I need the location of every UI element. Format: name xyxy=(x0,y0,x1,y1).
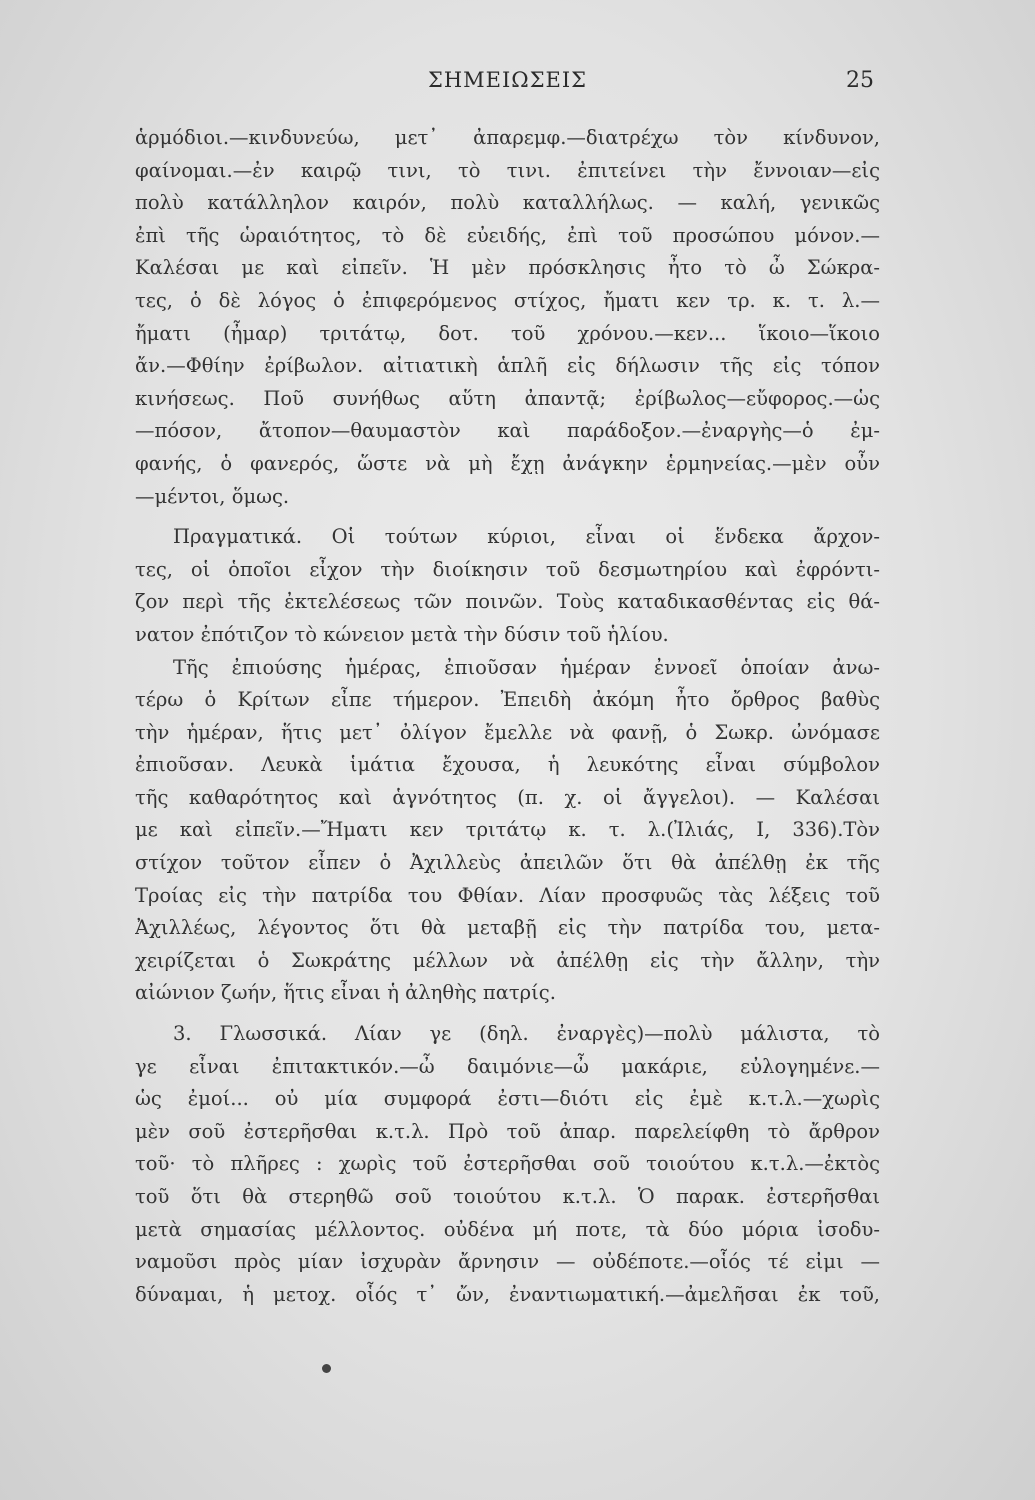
text-line: ἁρμόδιοι.—κινδυνεύω, μετ᾽ ἀπαρεμφ.—διατρέχω τὸν κίνδυνον, xyxy=(135,126,880,149)
text-line: τὴν ἡμέραν, ἥτις μετ᾽ ὀλίγον ἔμελλε νὰ φανῇ, ὁ Σωκρ. ὠνόμασε xyxy=(135,720,880,744)
page-number: 25 xyxy=(846,68,874,93)
text-line: τες, ὁ δὲ λόγος ὁ ἐπιφερόμενος στίχος, ἤματι κεν τρ. κ. τ. λ.— xyxy=(135,288,880,312)
text-line: με καὶ εἰπεῖν.—Ἤματι κεν τριτάτῳ κ. τ. λ.(Ἰλιάς, Ι, 336).Τὸν xyxy=(135,818,880,842)
text-line: μετὰ σημασίας μέλλοντος. οὐδένα μή ποτε, τὰ δύο μόρια ἰσοδυ- xyxy=(135,1217,880,1241)
text-line: Καλέσαι με καὶ εἰπεῖν. Ἡ μὲν πρόσκλησις ἦτο τὸ ὦ Σώκρα- xyxy=(135,256,880,280)
text-line: ἄν.—Φθίην ἐρίβωλον. αἰτιατικὴ ἁπλῆ εἰς δήλωσιν τῆς εἰς τόπον xyxy=(135,354,880,378)
text-line: φανής, ὁ φανερός, ὥστε νὰ μὴ ἔχῃ ἀνάγκην ἑρμηνείας.—μὲν οὖν xyxy=(135,451,880,475)
text-line: αἰώνιον ζωήν, ἥτις εἶναι ἡ ἀληθὴς πατρίς. xyxy=(135,981,556,1005)
paragraph-glossika xyxy=(135,1018,880,1311)
text-line: ναμοῦσι πρὸς μίαν ἰσχυρὰν ἄρνησιν — οὐδέποτε.—οἷός τέ εἰμι — xyxy=(135,1250,880,1274)
text-line: μὲν σοῦ ἐστερῆσθαι κ.τ.λ. Πρὸ τοῦ ἀπαρ. παρελείφθη τὸ ἄρθρον xyxy=(135,1119,880,1143)
paragraph-pragmatika xyxy=(135,521,880,651)
text-line: στίχον τοῦτον εἶπεν ὁ Ἀχιλλεὺς ἀπειλῶν ὅτι θὰ ἀπέλθῃ ἐκ τῆς xyxy=(135,851,880,875)
text-line: τοῦ· τὸ πλῆρες : χωρὶς τοῦ ἐστερῆσθαι σοῦ τοιούτου κ.τ.λ.—ἐκτὸς xyxy=(135,1152,880,1176)
text-line: Πραγματικά. Οἱ τούτων κύριοι, εἶναι οἱ ἕνδεκα ἄρχον- xyxy=(173,525,880,549)
text-body xyxy=(135,122,880,1311)
text-line: χειρίζεται ὁ Σωκράτης μέλλων νὰ ἀπέλθῃ εἰς τὴν ἄλλην, τὴν xyxy=(135,948,880,972)
text-line: τῆς καθαρότητος καὶ ἁγνότητος (π. χ. οἱ ἄγγελοι). — Καλέσαι xyxy=(135,785,880,809)
text-line: φαίνομαι.—ἐν καιρῷ τινι, τὸ τινι. ἐπιτείνει τὴν ἔννοιαν—εἰς xyxy=(135,158,880,182)
text-line: πολὺ κατάλληλον καιρόν, πολὺ καταλλήλως. — καλή, γενικῶς xyxy=(135,191,880,215)
text-line: ζον περὶ τῆς ἐκτελέσεως τῶν ποινῶν. Τοὺς καταδικασθέντας εἰς θά- xyxy=(135,590,880,614)
text-line: Τῆς ἐπιούσης ἡμέρας, ἐπιοῦσαν ἡμέραν ἐννοεῖ ὁποίαν ἀνω- xyxy=(173,655,880,679)
text-line: —πόσον, ἄτοπον—θαυμαστὸν καὶ παράδοξον.—ἐναργὴς—ὁ ἐμ- xyxy=(135,419,880,443)
text-line: ἐπιοῦσαν. Λευκὰ ἱμάτια ἔχουσα, ἡ λευκότης εἶναι σύμβολον xyxy=(135,753,880,777)
text-line: τες, οἱ ὁποῖοι εἶχον τὴν διοίκησιν τοῦ δεσμωτηρίου καὶ ἐφρόντι- xyxy=(135,557,880,581)
text-line: Ἀχιλλέως, λέγοντος ὅτι θὰ μεταβῇ εἰς τὴν πατρίδα του, μετα- xyxy=(135,916,880,940)
text-line: 3. Γλωσσικά. Λίαν γε (δηλ. ἐναργὲς)—πολὺ μάλιστα, τὸ xyxy=(173,1022,880,1046)
page-header xyxy=(0,68,1035,102)
paragraph-gap xyxy=(135,1010,880,1018)
text-line: —μέντοι, ὅμως. xyxy=(135,484,290,508)
text-line: τέρω ὁ Κρίτων εἶπε τήμερον. Ἐπειδὴ ἀκόμη ἦτο ὄρθρος βαθὺς xyxy=(135,688,880,712)
text-line: κινήσεως. Ποῦ συνήθως αὕτη ἀπαντᾷ; ἐρίβωλος—εὔφορος.—ὡς xyxy=(135,386,880,410)
text-line: τοῦ ὅτι θὰ στερηθῶ σοῦ τοιούτου κ.τ.λ. Ὁ παρακ. ἐστερῆσθαι xyxy=(135,1185,880,1208)
text-line: νατον ἐπότιζον τὸ κώνειον μετὰ τὴν δύσιν τοῦ ἡλίου. xyxy=(135,622,669,646)
text-line: δύναμαι, ἡ μετοχ. οἷός τ᾽ ὤν, ἐναντιωματική.—ἀμελῆσαι ἐκ τοῦ, xyxy=(135,1282,880,1306)
ink-dot xyxy=(322,1364,331,1373)
text-line: ἐπὶ τῆς ὡραιότητος, τὸ δὲ εὐειδής, ἐπὶ τοῦ προσώπου μόνον.— xyxy=(135,223,880,247)
running-head: ΣΗΜΕΙΩΣΕΙΣ xyxy=(428,68,588,92)
text-line: ὡς ἐμοί... οὐ μία συμφορά ἐστι—διότι εἰς ἐμὲ κ.τ.λ.—χωρὶς xyxy=(135,1087,880,1111)
paragraph-notes xyxy=(135,122,880,513)
text-line: ἤματι (ἦμαρ) τριτάτῳ, δοτ. τοῦ χρόνου.—κεν... ἵκοιο—ἵκοιο xyxy=(135,321,880,345)
text-line: Τροίας εἰς τὴν πατρίδα του Φθίαν. Λίαν προσφυῶς τὰς λέξεις τοῦ xyxy=(135,883,880,907)
paragraph-epiouses xyxy=(135,652,880,1011)
paragraph-gap xyxy=(135,513,880,521)
text-line: γε εἶναι ἐπιτακτικόν.—ὦ δαιμόνιε—ὦ μακάριε, εὐλογημένε.— xyxy=(135,1054,880,1078)
